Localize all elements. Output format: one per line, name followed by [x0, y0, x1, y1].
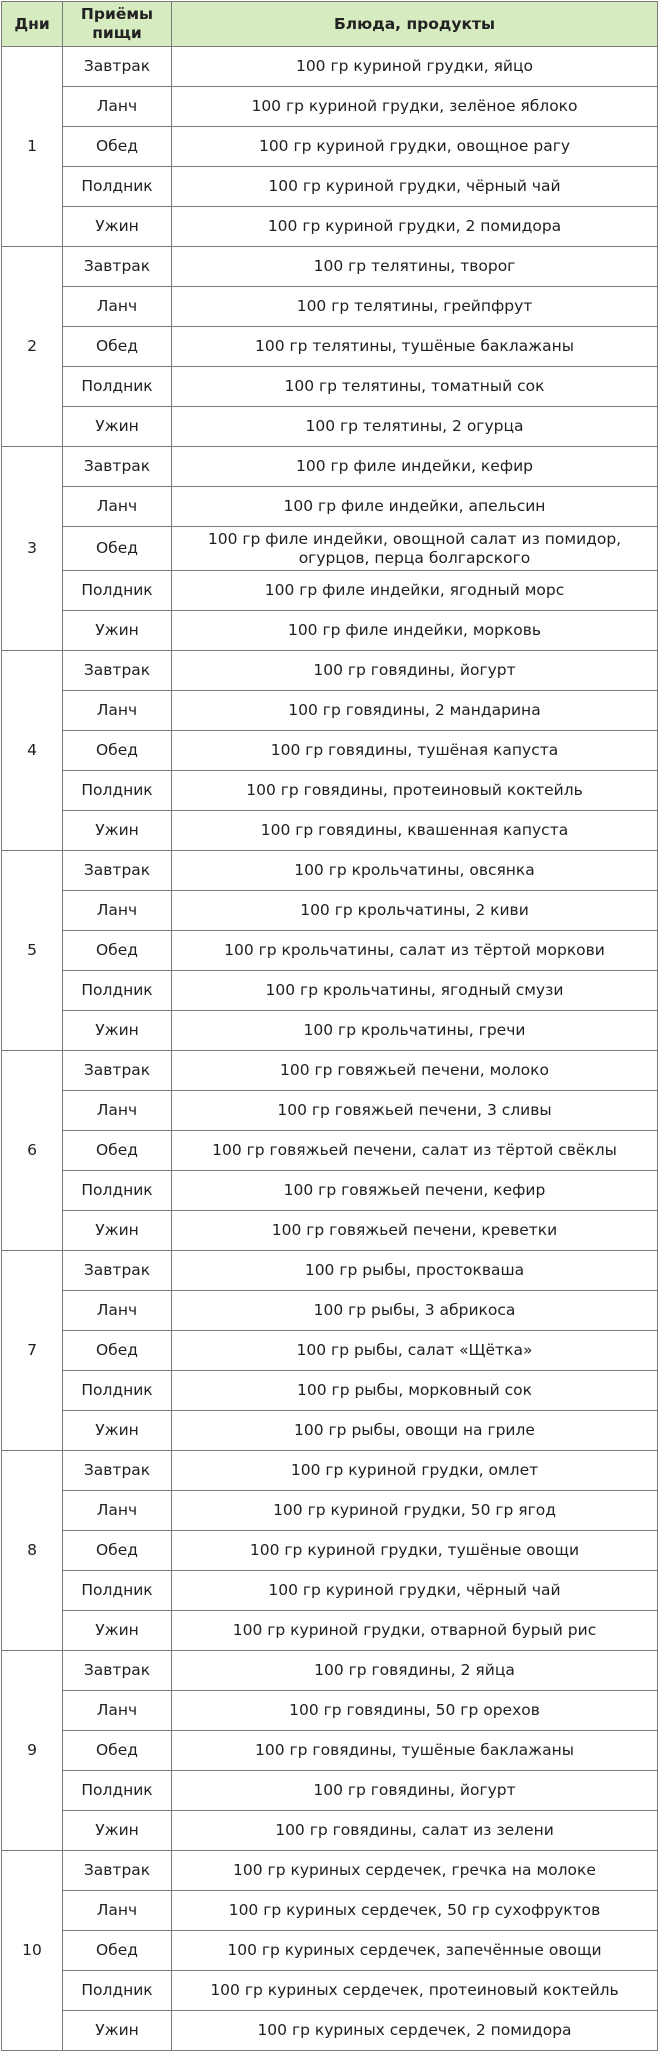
- table-row: [2, 1411, 658, 1451]
- dish-cell: 100 гр говяжьей печени, креветки: [172, 1211, 658, 1251]
- header-row: [2, 2, 658, 47]
- table-row: [2, 1531, 658, 1571]
- meal-cell: Ужин: [63, 1811, 172, 1851]
- table-row: [2, 1691, 658, 1731]
- day-cell: 6: [2, 1051, 63, 1251]
- dish-cell: 100 гр рыбы, простокваша: [172, 1251, 658, 1291]
- meal-cell: Обед: [63, 1731, 172, 1771]
- table-row: [2, 931, 658, 971]
- header-meals: Приёмы пищи: [63, 2, 172, 47]
- dish-cell: 100 гр говядины, йогурт: [172, 651, 658, 691]
- meal-cell: Обед: [63, 327, 172, 367]
- table-row: [2, 1451, 658, 1491]
- meal-cell: Завтрак: [63, 1651, 172, 1691]
- meal-cell: Ужин: [63, 1411, 172, 1451]
- day-cell: 8: [2, 1451, 63, 1651]
- meal-cell: Завтрак: [63, 447, 172, 487]
- meal-cell: Ужин: [63, 1011, 172, 1051]
- table-row: [2, 1131, 658, 1171]
- dish-cell: 100 гр телятины, 2 огурца: [172, 407, 658, 447]
- table-row: [2, 691, 658, 731]
- table-row: [2, 1091, 658, 1131]
- meal-cell: Полдник: [63, 1171, 172, 1211]
- meal-cell: Ужин: [63, 207, 172, 247]
- table-row: [2, 487, 658, 527]
- meal-cell: Завтрак: [63, 1851, 172, 1891]
- day-cell: 7: [2, 1251, 63, 1451]
- dish-cell: 100 гр говядины, 2 мандарина: [172, 691, 658, 731]
- dish-cell: 100 гр говядины, квашенная капуста: [172, 811, 658, 851]
- dish-cell: 100 гр говядины, 2 яйца: [172, 1651, 658, 1691]
- meal-cell: Завтрак: [63, 1251, 172, 1291]
- table-row: [2, 971, 658, 1011]
- table-row: [2, 1011, 658, 1051]
- meal-cell: Завтрак: [63, 1051, 172, 1091]
- dish-cell: 100 гр телятины, грейпфрут: [172, 287, 658, 327]
- meal-cell: Обед: [63, 527, 172, 571]
- dish-cell: 100 гр филе индейки, морковь: [172, 611, 658, 651]
- dish-cell: 100 гр куриной грудки, чёрный чай: [172, 1571, 658, 1611]
- day-cell: 4: [2, 651, 63, 851]
- dish-cell: 100 гр филе индейки, кефир: [172, 447, 658, 487]
- table-body: [2, 47, 658, 2051]
- table-row: [2, 1891, 658, 1931]
- table-row: [2, 87, 658, 127]
- dish-cell: 100 гр куриных сердечек, 50 гр сухофруктов: [172, 1891, 658, 1931]
- table-row: [2, 1571, 658, 1611]
- table-row: [2, 167, 658, 207]
- meal-cell: Ужин: [63, 407, 172, 447]
- table-row: [2, 1051, 658, 1091]
- table-row: [2, 1251, 658, 1291]
- day-cell: 1: [2, 47, 63, 247]
- day-cell: 5: [2, 851, 63, 1051]
- dish-cell: 100 гр куриной грудки, омлет: [172, 1451, 658, 1491]
- meal-cell: Ланч: [63, 891, 172, 931]
- table-row: [2, 47, 658, 87]
- dish-cell: 100 гр говяжьей печени, салат из тёртой свёклы: [172, 1131, 658, 1171]
- meal-cell: Ужин: [63, 1211, 172, 1251]
- meal-cell: Обед: [63, 127, 172, 167]
- meal-cell: Ланч: [63, 1091, 172, 1131]
- dish-cell: 100 гр куриных сердечек, запечённые овощи: [172, 1931, 658, 1971]
- dish-cell: 100 гр куриной грудки, чёрный чай: [172, 167, 658, 207]
- dish-cell: 100 гр говядины, салат из зелени: [172, 1811, 658, 1851]
- meal-cell: Полдник: [63, 367, 172, 407]
- table-row: [2, 1731, 658, 1771]
- dish-cell: 100 гр филе индейки, овощной салат из помидор, огурцов, перца болгарского: [172, 527, 658, 571]
- meal-cell: Обед: [63, 1931, 172, 1971]
- meal-cell: Завтрак: [63, 651, 172, 691]
- meal-cell: Ланч: [63, 487, 172, 527]
- dish-cell: 100 гр куриных сердечек, гречка на молоке: [172, 1851, 658, 1891]
- table-row: [2, 1211, 658, 1251]
- dish-cell: 100 гр филе индейки, ягодный морс: [172, 571, 658, 611]
- meal-cell: Ланч: [63, 1491, 172, 1531]
- dish-cell: 100 гр куриной грудки, овощное рагу: [172, 127, 658, 167]
- dish-cell: 100 гр говядины, тушёные баклажаны: [172, 1731, 658, 1771]
- table-row: [2, 1371, 658, 1411]
- table-row: [2, 1811, 658, 1851]
- day-cell: 2: [2, 247, 63, 447]
- table-row: [2, 1771, 658, 1811]
- table-row: [2, 2011, 658, 2051]
- dish-cell: 100 гр говядины, 50 гр орехов: [172, 1691, 658, 1731]
- meal-cell: Обед: [63, 731, 172, 771]
- day-cell: 9: [2, 1651, 63, 1851]
- dish-cell: 100 гр куриной грудки, отварной бурый рис: [172, 1611, 658, 1651]
- dish-cell: 100 гр телятины, томатный сок: [172, 367, 658, 407]
- meal-cell: Полдник: [63, 1971, 172, 2011]
- dish-cell: 100 гр куриных сердечек, протеиновый коктейль: [172, 1971, 658, 2011]
- meal-cell: Ланч: [63, 87, 172, 127]
- table-row: [2, 207, 658, 247]
- dish-cell: 100 гр куриной грудки, зелёное яблоко: [172, 87, 658, 127]
- meal-cell: Полдник: [63, 771, 172, 811]
- dish-cell: 100 гр крольчатины, гречи: [172, 1011, 658, 1051]
- dish-cell: 100 гр рыбы, 3 абрикоса: [172, 1291, 658, 1331]
- dish-cell: 100 гр говяжьей печени, 3 сливы: [172, 1091, 658, 1131]
- table-row: [2, 447, 658, 487]
- dish-cell: 100 гр говяжьей печени, кефир: [172, 1171, 658, 1211]
- table-row: [2, 127, 658, 167]
- meal-cell: Обед: [63, 931, 172, 971]
- table-row: [2, 1611, 658, 1651]
- dish-cell: 100 гр рыбы, салат «Щётка»: [172, 1331, 658, 1371]
- meal-cell: Ужин: [63, 1611, 172, 1651]
- meal-cell: Ланч: [63, 287, 172, 327]
- meal-cell: Ланч: [63, 1891, 172, 1931]
- table-row: [2, 407, 658, 447]
- table-row: [2, 1651, 658, 1691]
- dish-cell: 100 гр крольчатины, 2 киви: [172, 891, 658, 931]
- dish-cell: 100 гр куриной грудки, 2 помидора: [172, 207, 658, 247]
- table-row: [2, 247, 658, 287]
- table-row: [2, 731, 658, 771]
- meal-cell: Ланч: [63, 1691, 172, 1731]
- meal-cell: Обед: [63, 1531, 172, 1571]
- meal-cell: Ланч: [63, 691, 172, 731]
- meal-cell: Полдник: [63, 971, 172, 1011]
- day-cell: 10: [2, 1851, 63, 2051]
- meal-cell: Завтрак: [63, 47, 172, 87]
- table-row: [2, 1331, 658, 1371]
- dish-cell: 100 гр куриной грудки, 50 гр ягод: [172, 1491, 658, 1531]
- table-row: [2, 571, 658, 611]
- dish-cell: 100 гр крольчатины, ягодный смузи: [172, 971, 658, 1011]
- day-cell: 3: [2, 447, 63, 651]
- table-row: [2, 1491, 658, 1531]
- dish-cell: 100 гр крольчатины, салат из тёртой моркови: [172, 931, 658, 971]
- dish-cell: 100 гр филе индейки, апельсин: [172, 487, 658, 527]
- table-row: [2, 1851, 658, 1891]
- dish-cell: 100 гр крольчатины, овсянка: [172, 851, 658, 891]
- dish-cell: 100 гр говяжьей печени, молоко: [172, 1051, 658, 1091]
- table-row: [2, 1171, 658, 1211]
- dish-cell: 100 гр телятины, творог: [172, 247, 658, 287]
- dish-cell: 100 гр куриных сердечек, 2 помидора: [172, 2011, 658, 2051]
- meal-cell: Обед: [63, 1331, 172, 1371]
- table-row: [2, 327, 658, 367]
- header-dishes: Блюда, продукты: [172, 2, 658, 47]
- table-row: [2, 1291, 658, 1331]
- table-row: [2, 891, 658, 931]
- meal-cell: Завтрак: [63, 247, 172, 287]
- table-row: [2, 1971, 658, 2011]
- table-row: [2, 287, 658, 327]
- meal-cell: Полдник: [63, 1771, 172, 1811]
- table-row: [2, 527, 658, 571]
- meal-cell: Полдник: [63, 571, 172, 611]
- meal-cell: Ужин: [63, 811, 172, 851]
- table-row: [2, 611, 658, 651]
- header-days: Дни: [2, 2, 63, 47]
- table-row: [2, 811, 658, 851]
- diet-table: [1, 1, 658, 2051]
- table-row: [2, 651, 658, 691]
- dish-cell: 100 гр куриной грудки, яйцо: [172, 47, 658, 87]
- meal-cell: Полдник: [63, 1571, 172, 1611]
- meal-cell: Ланч: [63, 1291, 172, 1331]
- dish-cell: 100 гр говядины, протеиновый коктейль: [172, 771, 658, 811]
- dish-cell: 100 гр говядины, йогурт: [172, 1771, 658, 1811]
- table-row: [2, 851, 658, 891]
- meal-cell: Ужин: [63, 611, 172, 651]
- dish-cell: 100 гр говядины, тушёная капуста: [172, 731, 658, 771]
- table-row: [2, 1931, 658, 1971]
- dish-cell: 100 гр рыбы, морковный сок: [172, 1371, 658, 1411]
- table-row: [2, 771, 658, 811]
- meal-cell: Ужин: [63, 2011, 172, 2051]
- meal-cell: Полдник: [63, 167, 172, 207]
- dish-cell: 100 гр телятины, тушёные баклажаны: [172, 327, 658, 367]
- meal-cell: Завтрак: [63, 1451, 172, 1491]
- table-row: [2, 367, 658, 407]
- dish-cell: 100 гр рыбы, овощи на гриле: [172, 1411, 658, 1451]
- meal-cell: Обед: [63, 1131, 172, 1171]
- meal-cell: Завтрак: [63, 851, 172, 891]
- dish-cell: 100 гр куриной грудки, тушёные овощи: [172, 1531, 658, 1571]
- meal-cell: Полдник: [63, 1371, 172, 1411]
